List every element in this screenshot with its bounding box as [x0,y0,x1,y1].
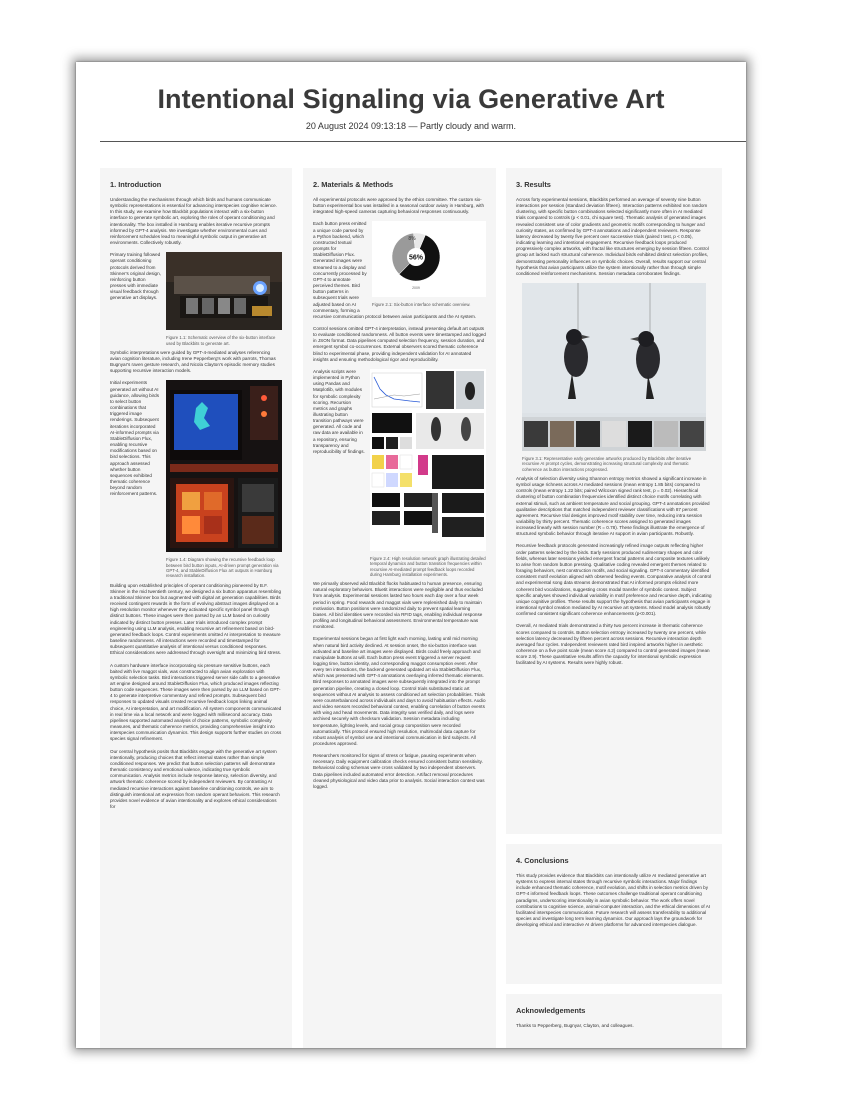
header-divider [100,141,746,142]
intro-paragraph: Initial experiments generated art without AI guidance, allowing birds to select button combinations that triggered image renderings. Subsequent iterations incorporated AI-informed prompts via StableDiffusion Flux, enabling recursive modifications based on bird selections. This approach assessed whether button sequences exhibited thematic coherence beyond random reinforcement patterns. [110,380,160,497]
introduction-panel [100,168,292,1048]
intro-paragraph: A custom hardware interface incorporating six pressure sensitive buttons, each baited with live maggot vials, was constructed to align avian exploration with symbolic selection tasks. Bird interactions triggered server side calls to a generative art engine designed around StableDiffusion Flux, which produced images reflecting button code sequences. These images were then parsed by an LLM based on GPT-4 to generate interpretive commentary and refined prompts. Subsequent bird responses to updated visuals created recursive feedback loops linking animal choice, AI interpretation, and art modification. All system components communicated in real time via a local network and were logged with millisecond accuracy. Data pipelines supported automated analysis of choice patterns, symbolic complexity measures, and thematic coherence metrics, providing comprehensive insight into interspecies communication dynamics. This design supports further studies on cross species signal refinement. [110,662,282,742]
acknowledgements-text: Thanks to Pepperberg, Bugnyar, Clayton, and colleagues. [516,1023,634,1028]
figure-1-1-caption: Figure 1.1: Schematic overview of the six-button interface used by Blackbits to generate art. [166,335,276,346]
recursive-loop-photo [166,380,282,552]
methods-paragraph: Experimental sessions began at first light each morning, lasting until mid morning when natural bird activity declined. At session onset, the six-button interface was activated and baseline art images were displayed. Birds could freely approach and manipulate buttons at will. Each button press event triggered a server request logging time, button identity, and corresponding maggot consumption event. After every ten interactions, the backend generated updated art via StableDiffusion Flux, which was presented with GPT-4 annotations overlaying inferred thematic elements. Bird responses to annotated images were subsequently integrated into the prompt generation pipeline, creating a closed loop. Control trials substituted static art sequences without AI analysis to assess conditioned art selection probabilities. Trials were counterbalanced across individuals and days to avoid habituation effects. Audio and video sensors recorded behavioral context, enabling correlation of button events with wing and head movements. Data integrity was verified daily, and logs were archived securely with checksum validation. Session metadata including temperature, lighting levels, and social group composition were recorded automatically. This protocol ensured high resolution, multimodal data capture for robust analysis of symbol use and intentional communication in bird subjects. All procedures approved. [313,636,486,746]
poster-title: Intentional Signaling via Generative Art [157,84,665,114]
results-paragraph: Overall, AI mediated trials demonstrated a thirty two percent increase in thematic coherence scores compared to controls. Button selection entropy increased by twenty one percent, while selection latency decreased by fifteen percent across sessions. Recursive interaction depth averaged four cycles. Independent reviewers rated bird inspired artworks higher in aesthetic coherence on a five point scale (mean score 4.2) compared to control generated images (mean score 2.9). These quantitative results affirm the capacity for intentional symbolic expression facilitated by AI systems. Results were highly robust. [516,623,710,666]
intro-paragraph: Our central hypothesis posits that Blackbits engage with the generative art system intentionally, producing choices that reflect internal states rather than simple conditioned responses. We predict that button selection patterns will demonstrate thematic consistency and emotional valence, indicating true symbolic communication. Analysis metrics include response latency, selection diversity, and artwork thematic coherence scored by independent reviewers. By contrasting AI mediated recursive interactions against baseline conditioning controls, we aim to distinguish intentional art expression from random operant behaviors. This research provides novel evidence of avian intentionality and explores ethical considerations for [110,748,280,809]
introduction-heading: 1. Introduction [110,180,162,189]
results-paragraph: Recursive feedback protocols generated increasingly refined image outputs reflecting higher order patterns selected by the birds. Early sessions produced rudimentary shapes and color fields, whereas later sessions yielded emergent fractal patterns and composite textures unlikely to arise from random button pressing. Qualitative coding revealed emergent themes related to foraging behaviors, nest construction motifs, and social signaling. GPT-4 commentary identified consistent motif evolution aligned with observed feeding events. Comparative analysis of control and experimental song data streams demonstrated that AI informed prompts elicited more coherent bird vocalizations, suggesting cross modal transfer of symbolic context. Subject specific analyses showed individual variability in motif preference and recursive depth, indicating unique cognitive profiles. These results support the hypothesis that avian participants engage in intentional symbol creation mediated by AI recursive art systems. Mixed model analysis robustly confirmed consistent significant coherence enhancements (p<0.001). [516,543,712,617]
figure-1-1 [166,252,282,346]
methods-paragraph: Each button press emitted a unique code parsed by a Python backend, which constructed textual prompts for StableDiffusion Flux. Generated images were streamed to a display and concurrently processed by GPT-4 to annotate perceived themes. Bird button patterns in subsequent trials were adjusted based on AI commentary, forming a recursive communication protocol between avian participants and the AI system. [313,221,477,319]
results-paragraph: Analysis of selection diversity using Shannon entropy metrics showed a significant increase in symbol usage richness across AI mediated sessions (mean entropy 1.85 bits) compared to controls (mean entropy 1.22 bits; paired Wilcoxon signed rank test, p = 0.02). Hierarchical clustering of button combination frequencies identified distinct choice motifs correlating with external stimuli, such as ambient temperature and social grouping. GPT-4 annotations provided qualitative descriptions that matched independent reviewer classifications with 87 percent agreement. Recursive trial designs improved motif stability over time, reducing intra session variability by thirty percent. Thematic coherence scores assigned to generated images increased linearly with session number (R = 0.78). These findings illustrate the emergence of structured symbolic behavior through iterative AI support in avian participants. Robustly. [516,475,710,537]
acknowledgements-panel [506,994,722,1048]
results-paragraph: Across forty experimental sessions, Blackbits performed an average of seventy nine button interactions per session (standard deviation fifteen). Interaction patterns exhibited non random clustering, with specific button combinations selected significantly more often in AI mediated trials compared to controls (p < 0.01, chi square test). Thematic analysis of generated images revealed consistent use of color gradients and geometric motifs corresponding to hunger and curiosity states, as confirmed by GPT-4 annotations and independent reviewers. Response latency decreased by twenty five percent over successive trials (paired t test, p < 0.05), indicating learning and intentional engagement. Recursive feedback loops produced progressively complex artworks, with fractal like structures emerging by session fifteen. Control group art lacked such structural coherence. Individual birds exhibited distinct selection profiles, demonstrating personality influences on symbolic choices. Overall, results support our central hypothesis that avian participants utilize the system intentionally rather than through simple conditioned reinforcement mechanisms. Session metadata corroborates findings. [516,197,709,276]
pie-label-minor: 8% [408,236,416,243]
poster-sheet [76,62,746,1048]
poster-subtitle: 20 August 2024 09:13:18 — Partly cloudy and warm. [305,121,517,131]
figure-2-4 [370,369,486,577]
methods-paragraph: Analysis scripts were implemented in Python using Pandas and Matplotlib, with modules for symbolic complexity scoring. Recursion metrics and graphs illustrating button transition pathways were generated. All code and raw data are available in a repository, ensuring transparency and reproducibility of findings. [313,368,365,454]
methods-paragraph: We primarily observed wild Blackbit flocks habituated to human presence, ensuring natural exploratory behaviors. Bluetit interactions were negligible and thus excluded from analysis. Experimental sessions lasted two hours each day over a four week period in spring. Food rewards and maggot vials were replenished daily to maintain motivation. Button positions were randomized daily to prevent spatial learning biases. All bird identities were recorded via RFID tags, enabling individual response profiling and longitudinal behavioral assessment. Environmental temperature was monitored. [313,581,483,630]
figure-3-1 [522,283,706,472]
intro-paragraph: Understanding the mechanisms through which birds and humans communicate symbolic representations is essential for advancing interspecies cognitive science. In this study, we examine how Blackbit populations interact with a six-button interface to generate symbolic art, exploring the roles of operant conditioning and intentionality. The box installed in Hamburg enables iterative recursive prompts informed by GPT-4 analysis. We investigate whether environmental cues and reinforcement schedules lead to meaningful symbolic output in generative art environments. Collectively robustly. [110,197,277,246]
pie-chart [372,221,486,297]
intro-paragraph: Building upon established principles of operant conditioning pioneered by B.F. Skinner in the mid twentieth century, we designed a six button apparatus resembling a traditional Skinner box but augmented with digital art generation capabilities. Birds received contingent rewards in the form of evolving abstract images displayed on a high resolution monitor whenever they activated specific symbol panel through distinct buttons. These images were then parsed by an LLM based on curiosity indicated by distinct button presses. Later trials introduced complex prompt engineering using LLM analysis, enabling recursive art refinement based on bird-generated feedback loops. Control experiments omitted AI interpretation to measure baseline randomness. All interactions were recorded and timestamped for subsequent quantitative analysis of intentional versus conditioned responses. Ethical considerations were addressed through oversight and minimizing bird stress. [110,582,282,656]
figure-2-1-caption: Figure 2.1: Six-button interface schematic overview. [372,302,471,308]
results-heading: 3. Results [516,180,551,189]
figure-2-1 [372,221,486,307]
conclusions-panel [506,844,722,984]
pie-label-major: 56% [408,254,424,262]
methods-paragraph: Control sessions omitted GPT-4 interpretation, instead presenting default art outputs to evaluate conditioned randomness. All button events were timestamped and logged in JSON format. Data pipelines computed selection frequency, session duration, and emergent symbol co-occurrences. External observers scored thematic coherence blind to experimental phase, providing independent validation for AI annotated insights and ensuring methodological rigor and reproducibility. [313,325,486,362]
poster-header [76,62,746,144]
conclusions-paragraph: This study provides evidence that Blackbits can intentionally utilize AI mediated generative art systems to express internal states through recursive symbolic interactions. Major findings include enhanced thematic coherence, motif evolution, and shifts in selection metrics driven by GPT-4 informed feedback loops. These outcomes challenge traditional operant conditioning paradigms, underscoring intentionality in avian symbolic behavior. The work offers novel contributions to cognitive science, animal-computer interaction, and the ethical dimensions of AI facilitated interspecies communication. Future research will assess transferability to additional species and investigate long term learning dynamics. Our approach lays the groundwork for developing ethical and interactive AI driven platforms for advanced interspecies dialogue. [516,873,711,928]
methods-paragraph: All experimental protocols were approved by the ethics committee. The custom six-button experimental box was installed in a seasonal outdoor aviary in Hamburg, with integrated high-speed cameras capturing behavioral responses continuously. [313,197,485,215]
figure-2-4-caption: Figure 2.4: High resolution network graph illustrating detailed temporal dynamics and button transition frequencies within recursive AI-mediated prompt feedback loops recorded during Hamburg installation experiments. [370,555,486,577]
figure-1-4-caption: Figure 1.4: Diagram showing the recursive feedback loop between bird button inputs, AI-driven prompt generation via GPT-4, and StableDiffusion Flux art outputs in Hamburg research installation. [166,557,279,579]
pie-footnote: 2009 [412,286,420,291]
acknowledgements-heading: Acknowledgements [516,1006,586,1015]
blackbit-artworks-photo [522,283,706,451]
intro-paragraph: Primary training followed operant conditioning protocols derived from Skinner's original design, reinforcing button presses with immediate visual feedback through generative art displays. [110,252,161,301]
methods-heading: 2. Materials & Methods [313,180,394,189]
network-graph-figure [370,369,486,551]
conclusions-heading: 4. Conclusions [516,856,569,865]
button-interface-photo [166,252,282,330]
results-panel [506,168,722,834]
intro-paragraph: Symbolic interpretations were guided by GPT-4-mediated analyses referencing avian cognition literature, including Irene Pepperberg's work with parrots, Thomas Bugnyar's raven gesture research, and Nicola Clayton's episodic memory studies supporting recursive interaction models. [110,349,276,374]
methods-panel [303,168,496,1048]
figure-3-1-caption: Figure 3.1: Representative early generative artworks produced by Blackbits after iterative recursive AI prompt cycles, demonstrating increasing structural complexity and thematic coherence as button interactions progressed. [522,456,692,472]
figure-1-4 [166,380,282,578]
methods-paragraph: Researchers monitored for signs of stress or fatigue, pausing experiments when necessary. Daily equipment calibration checks ensured consistent button sensitivity. Behavioral coding schemas were cross validated by two independent observers. Data pipelines included automated error detection. Artifact removal procedures cleaned physiological and video data prior to analysis. Social interaction context was logged. [313,753,485,789]
